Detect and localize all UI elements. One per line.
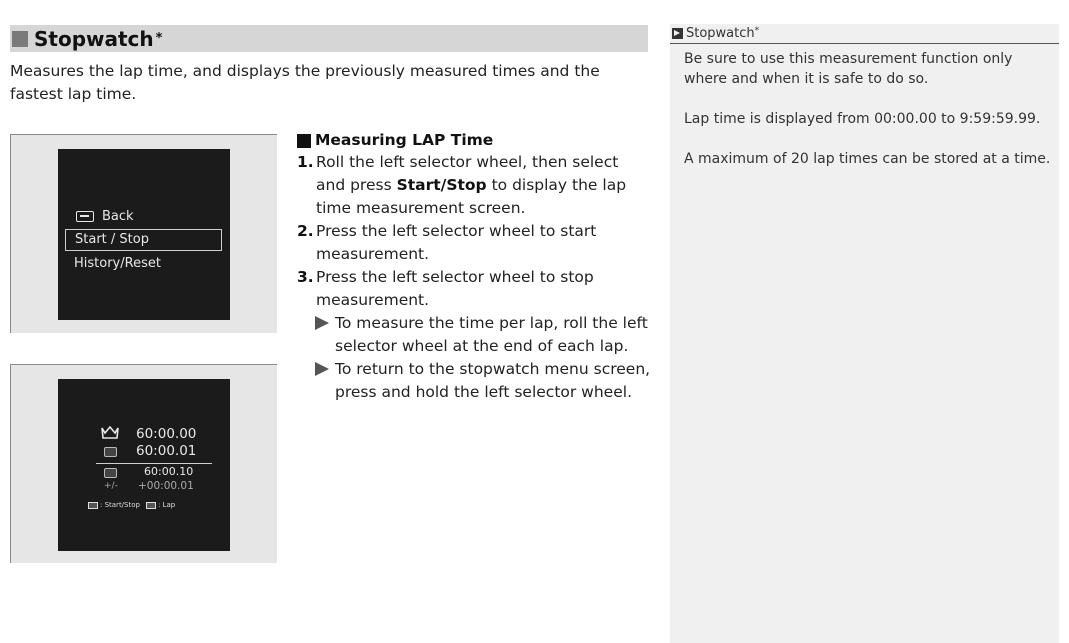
intro-text: Measures the lap time, and displays the previously measured times and the fastest lap time. [10,62,600,103]
lap-01-time: 60:00.01 [136,443,197,459]
lap-screenshot [10,364,277,563]
lap-display [58,379,230,551]
step-1 [297,151,652,220]
menu-screenshot [10,134,277,333]
start-stop-term: Start/Stop [396,176,487,194]
section-title [34,26,162,52]
sidebar-paragraph-capacity: A maximum of 20 lap times can be stored at a time. [684,151,1051,167]
lap-02-time: 60:00.10 [144,465,194,478]
section-header [10,25,648,52]
sidebar-paragraph-range: Lap time is displayed from 00:00.00 to 9:59:59.99. [684,111,1041,127]
diff-value: +00:00.01 [138,480,194,492]
sidebar-header [670,24,1059,44]
step-text: Press the left selector wheel to start measurement. [316,222,597,263]
back-icon [76,211,94,222]
step-2 [297,220,652,266]
note-text: To return to the stopwatch menu screen, press and hold the left selector wheel. [335,360,651,401]
step-text: to display the lap time measurement screen. [316,176,627,217]
hint-lap: : Lap [157,501,176,509]
roll-wheel-icon [146,502,156,509]
procedure-heading-text: Measuring LAP Time [315,131,494,149]
menu-item-start-stop: Start / Stop [65,229,222,251]
lap-01-icon [104,447,117,457]
press-wheel-icon [88,502,98,509]
note-2 [297,358,652,404]
section-title-asterisk: * [155,31,163,46]
section-title-text: Stopwatch [34,27,154,51]
menu-item-history-reset: History/Reset [74,256,161,271]
note-text: To measure the time per lap, roll the left selector wheel at the end of each lap. [335,314,648,355]
sidebar-notes [670,24,1059,643]
back-label: Back [102,209,134,224]
step-number: 1. [297,153,314,171]
step-text: Press the left selector wheel to stop measurement. [316,268,594,309]
sidebar-title-text: Stopwatch [686,26,755,41]
control-hint [88,501,175,509]
step-text: Roll the left selector wheel, then select and press [316,153,619,194]
reference-arrow-icon [672,28,683,39]
menu-item-back [76,209,134,224]
note-arrow-icon [315,316,329,330]
diff-label: +/- [104,481,118,491]
step-number: 3. [297,268,314,286]
procedure [297,130,652,404]
divider [96,463,212,464]
sidebar-title [686,26,759,41]
sidebar-title-asterisk: * [754,26,760,36]
section-marker [12,31,28,47]
sidebar-paragraph-safety: Be sure to use this measurement function only where and when it is safe to do so. [684,51,1013,87]
menu-display [58,149,230,320]
procedure-heading [297,130,652,151]
lap-02-icon [104,468,117,478]
fastest-time: 60:00.00 [136,426,197,442]
note-1 [297,312,652,358]
heading-marker [297,134,311,148]
hint-start-stop: : Start/Stop [100,501,140,509]
step-number: 2. [297,222,314,240]
step-3 [297,266,652,312]
note-arrow-icon [315,362,329,376]
fastest-crown-icon [101,426,119,440]
